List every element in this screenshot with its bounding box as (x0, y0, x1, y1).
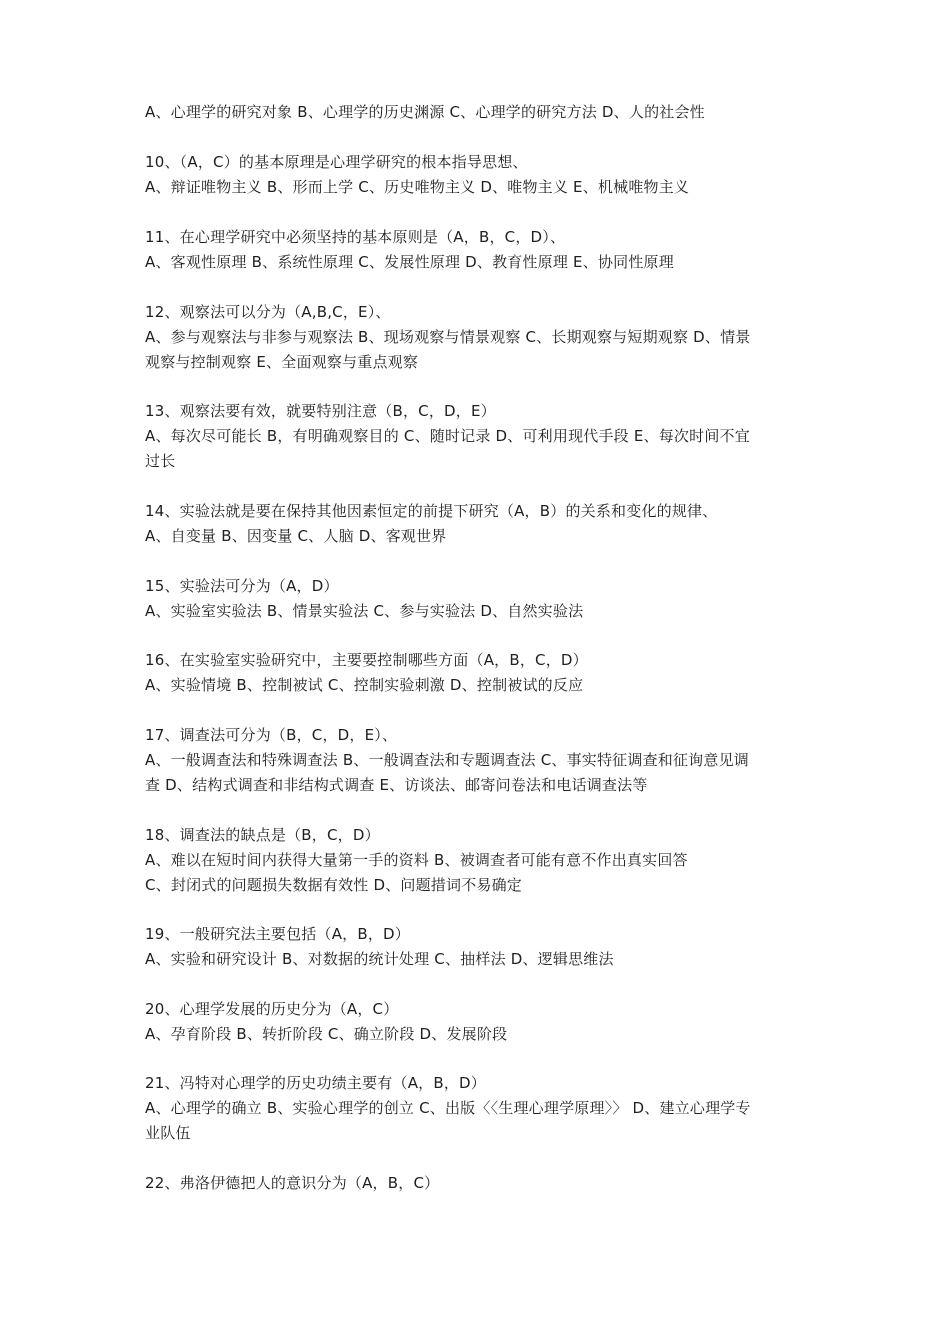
options-13-cont: 过长 (145, 452, 176, 470)
options-21: A、心理学的确立 B、实验心理学的创立 C、出版〈〈生理心理学原理〉〉 D、建立心理学专 (145, 1099, 751, 1117)
options-17: A、一般调查法和特殊调查法 B、一般调查法和专题调查法 C、事实特征调查和征询意见调 (145, 751, 749, 769)
options-18-cont: C、封闭式的问题损失数据有效性 D、问题措词不易确定 (145, 876, 522, 894)
question-15: 15、实验法可分为（A，D） (145, 577, 339, 595)
options-11: A、客观性原理 B、系统性原理 C、发展性原理 D、教育性原理 E、协同性原理 (145, 253, 674, 271)
question-16: 16、在实验室实验研究中，主要要控制哪些方面（A，B，C，D） (145, 651, 588, 669)
question-22: 22、弗洛伊德把人的意识分为（A，B，C） (145, 1174, 440, 1192)
question-19: 19、一般研究法主要包括（A，B，D） (145, 925, 410, 943)
options-13: A、每次尽可能长 B，有明确观察目的 C、随时记录 D、可利用现代手段 E、每次时间不宜 (145, 427, 750, 445)
options-12: A、参与观察法与非参与观察法 B、现场观察与情景观察 C、长期观察与短期观察 D、情景 (145, 328, 751, 346)
question-14: 14、实验法就是要在保持其他因素恒定的前提下研究（A，B）的关系和变化的规律、 (145, 502, 718, 520)
options-16: A、实验情境 B、控制被试 C、控制实验刺激 D、控制被试的反应 (145, 676, 584, 694)
options-21-cont: 业队伍 (145, 1124, 191, 1142)
options-10: A、辩证唯物主义 B、形而上学 C、历史唯物主义 D、唯物主义 E、机械唯物主义 (145, 178, 690, 196)
question-10: 10、（A，C）的基本原理是心理学研究的根本指导思想、 (145, 153, 528, 171)
options-20: A、孕育阶段 B、转折阶段 C、确立阶段 D、发展阶段 (145, 1025, 508, 1043)
question-17: 17、调查法可分为（B，C，D，E）、 (145, 726, 398, 744)
options-19: A、实验和研究设计 B、对数据的统计处理 C、抽样法 D、逻辑思维法 (145, 950, 614, 968)
options-14: A、自变量 B、因变量 C、人脑 D、客观世界 (145, 527, 447, 545)
options-17-cont: 查 D、结构式调查和非结构式调查 E、访谈法、邮寄问卷法和电话调查法等 (145, 776, 648, 794)
options-18: A、难以在短时间内获得大量第一手的资料 B、被调查者可能有意不作出真实回答 (145, 851, 688, 869)
question-11: 11、在心理学研究中必须坚持的基本原则是（A，B，C，D）、 (145, 228, 566, 246)
question-20: 20、心理学发展的历史分为（A，C） (145, 1000, 399, 1018)
options-12-cont: 观察与控制观察 E、全面观察与重点观察 (145, 353, 419, 371)
question-18: 18、调查法的缺点是（B，C，D） (145, 826, 380, 844)
text-line: A、心理学的研究对象 B、心理学的历史渊源 C、心理学的研究方法 D、人的社会性 (145, 103, 705, 121)
question-12: 12、观察法可以分为（A,B,C，E）、 (145, 303, 391, 321)
question-21: 21、冯特对心理学的历史功绩主要有（A，B，D） (145, 1074, 486, 1092)
question-13: 13、观察法要有效，就要特别注意（B，C，D，E） (145, 402, 496, 420)
options-15: A、实验室实验法 B、情景实验法 C、参与实验法 D、自然实验法 (145, 602, 584, 620)
